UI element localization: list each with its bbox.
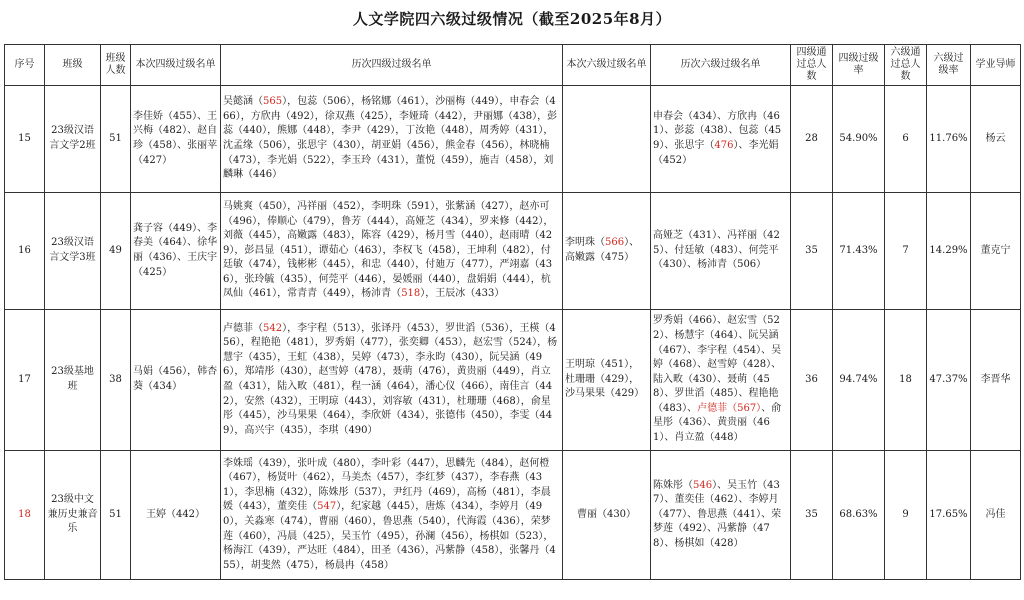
row-cet4-history <box>221 310 563 451</box>
row-cet6-this <box>563 86 651 193</box>
row-cet6-rate: 11.76% <box>927 86 971 193</box>
row-cet4-rate: 94.74% <box>833 310 885 451</box>
name-list-text: ）、高嫩露（475） <box>565 237 640 263</box>
row-cet4-total: 36 <box>791 310 833 451</box>
highlighted-score: 542 <box>263 322 283 334</box>
row-cet6-history <box>651 310 791 451</box>
name-list-text: 曹丽（430） <box>576 508 637 520</box>
row-cet6-rate: 47.37% <box>927 310 971 451</box>
row-class: 23级中文兼历史兼音乐 <box>45 451 101 580</box>
row-cet4-total: 35 <box>791 193 833 310</box>
row-class: 23级汉语言文学2班 <box>45 86 101 193</box>
row-cet6-this <box>563 310 651 451</box>
row-cet6-history <box>651 86 791 193</box>
header-cet4-this: 本次四级过级名单 <box>131 45 221 86</box>
name-list-text: 卢德菲（ <box>223 322 263 334</box>
row-cet4-history <box>221 451 563 580</box>
header-class: 班级 <box>45 45 101 86</box>
row-cet4-this: 马娟（456），韩杏葵（434） <box>131 310 221 451</box>
row-cet4-total: 28 <box>791 86 833 193</box>
name-list-text: 申春会（434）、方欣冉（461）、彭蕊（438）、包蕊（459）、张思宇（ <box>653 110 782 151</box>
name-list-text: 罗秀娟（466）、赵宏雪（522）、杨慧宇（464）、阮吴涵（467）、李宇程（454）、吴婷（468）、赵雪婷（428）、陆入畋（430）、聂萌（458）、罗世滔（485）、程艳艳（483）、 <box>653 315 782 414</box>
highlighted-score: 518 <box>401 288 421 300</box>
header-cet4-rate: 四级过级率 <box>833 45 885 86</box>
table-row <box>5 451 1021 580</box>
row-no: 17 <box>5 310 45 451</box>
highlighted-score: 546 <box>693 479 713 491</box>
row-mentor: 杨云 <box>971 86 1021 193</box>
highlighted-score: 566 <box>605 237 625 249</box>
table-row <box>5 193 1021 310</box>
row-cet4-rate: 54.90% <box>833 86 885 193</box>
name-list-text: ），纪家越（445），唐炼（434），李婷月（490），关淼寒（474），曹丽（460），鲁思燕（540），代海霞（436），荣梦莲（460），冯晨（425），吴玉竹（495），孙澜（456），杨棋如（523），杨海江（439），严达旺（484），田圣（436），冯紫静（458），张馨丹（455），胡斐然（475），杨晨冉（458） <box>223 501 556 571</box>
row-size: 51 <box>101 86 131 193</box>
highlighted-score: 565 <box>263 96 283 108</box>
header-mentor: 学业导师 <box>971 45 1021 86</box>
row-cet6-rate: 17.65% <box>927 451 971 580</box>
row-cet4-this: 龚子容（449）、李春美（464）、徐华丽（436）、王庆宇（425） <box>131 193 221 310</box>
row-cet6-total: 7 <box>885 193 927 310</box>
row-class: 23级基地班 <box>45 310 101 451</box>
header-cet6-history: 历次六级过级名单 <box>651 45 791 86</box>
name-list-text: 吴懿涵（ <box>223 96 263 108</box>
name-list-text: 李姝瑶（439），张叶成（480），李叶彩（447），思麟先（484），赵何橙（467），杨贤叶（462），马美杰（457），李红梦（437），李春燕（431），李思楠（432），陈姝彤（537），尹红丹（469），高杨（481），李晨媛（443），董奕佳（ <box>223 457 551 513</box>
name-list-text: ）、李光娟（452） <box>653 140 779 166</box>
row-size: 49 <box>101 193 131 310</box>
header-cet4-history: 历次四级过级名单 <box>221 45 563 86</box>
table-row <box>5 86 1021 193</box>
row-mentor: 李晋华 <box>971 310 1021 451</box>
name-list-text: ），王辰冰（433） <box>420 288 505 300</box>
row-cet4-history <box>221 193 563 310</box>
row-cet6-this <box>563 193 651 310</box>
row-size: 38 <box>101 310 131 451</box>
row-cet6-total: 9 <box>885 451 927 580</box>
row-cet4-rate: 68.63% <box>833 451 885 580</box>
row-cet6-this <box>563 451 651 580</box>
row-cet6-rate: 14.29% <box>927 193 971 310</box>
name-list-text: 、俞星彤（436）、黄贵丽（461）、肖立盈（448） <box>653 402 782 444</box>
row-no: 16 <box>5 193 45 310</box>
row-cet6-total: 18 <box>885 310 927 451</box>
cet-results-table <box>4 44 1021 580</box>
header-cet4-total: 四级通过总人数 <box>791 45 833 86</box>
row-cet4-history <box>221 86 563 193</box>
row-mentor: 冯佳 <box>971 451 1021 580</box>
name-list-text: 王明琼（451），杜珊珊（429），沙马果果（429） <box>565 359 645 400</box>
header-row <box>5 45 1021 86</box>
row-cet6-total: 6 <box>885 86 927 193</box>
header-no: 序号 <box>5 45 45 86</box>
highlighted-score: 476 <box>714 140 734 151</box>
row-class: 23级汉语言文学3班 <box>45 193 101 310</box>
header-class-size: 班级人数 <box>101 45 131 86</box>
name-list-text: ），李宇程（513），张译丹（453），罗世滔（536），王楧（456），程艳艳（481），罗秀娟（477），张奕卿（453），赵宏雪（524），杨慧宇（435），王虹（438），吴婷（473），李永昀（430），阮吴涵（496），郑靖彤（430），赵雪婷（478），聂萌（476），黄贵丽（449），肖立盈（431），陆入畋（481），程一涵（464），潘心仪（466），南佳言（442），安然（432），王明琼（443），刘容敏（431），杜珊珊（468），俞星彤（445），沙马果果（464），李欣妍（434），张德伟（450），李雯（449），高兴宇（435），李琪（490） <box>223 322 558 436</box>
header-cet6-this: 本次六级过级名单 <box>563 45 651 86</box>
row-size: 51 <box>101 451 131 580</box>
table-row <box>5 310 1021 451</box>
highlighted-score: 547 <box>317 501 337 513</box>
name-list-text: 陈姝彤（ <box>653 479 693 491</box>
name-list-text: 高娅芝（431）、冯祥丽（425）、付廷敏（483）、何莞平（430）、杨沛青（506） <box>653 230 780 271</box>
row-no: 18 <box>5 451 45 580</box>
row-no: 15 <box>5 86 45 193</box>
name-list-text: ），包蕊（506），杨铭娜（461），沙丽梅（449），申春会（466），方欣冉（492），徐双燕（425），李娅琦（442），尹丽娜（438），彭蕊（440），熊娜（448），李尹（429），丁汝艳（448），周秀婷（431），沈孟缘（506），张思宇（430），胡亚娟（456），熊金春（456），林晓楠（473），李光娟（522），李玉玲（431），董悦（459），施吉（458），刘麟琳（446） <box>223 96 558 181</box>
header-cet6-total: 六级通过总人数 <box>885 45 927 86</box>
name-list-text: ）、吴玉竹（437）、董奕佳（462）、李婷月（477）、鲁思燕（441）、荣梦莲（492）、冯紫静（478）、杨棋如（428） <box>653 479 782 549</box>
row-cet4-this: 李佳娇（455）、王兴梅（482）、赵自珍（458）、张丽苹（427） <box>131 86 221 193</box>
row-cet4-rate: 71.43% <box>833 193 885 310</box>
highlighted-score: 卢德菲（567） <box>697 402 762 414</box>
row-cet4-this: 王婷（442） <box>131 451 221 580</box>
name-list-text: 马姚爽（450），冯祥丽（452），李明珠（591），张紫涵（427），赵亦可（496），俸顺心（479），鲁芳（444），高娅芝（434），罗来修（442），刘薇（445），高嫩露（483），陈容（429），杨月雪（440），赵雨晴（429），彭昌显（451），谭茹心（463），李权飞（458），王坤利（482），付廷敏（474），钱彬彬（445），和忠（440），付廸万（477），严翊嘉（436），张玲毓（435），何莞平（446），晏媛丽（440），盘娟娟（444），杭凤仙（461），常青青（449），杨沛青（ <box>223 200 554 300</box>
row-mentor: 董克宁 <box>971 193 1021 310</box>
header-cet6-rate: 六级过级率 <box>927 45 971 86</box>
row-cet6-history <box>651 193 791 310</box>
page-title: 人文学院四六级过级情况（截至2025年8月） <box>352 10 672 28</box>
row-cet6-history <box>651 451 791 580</box>
row-cet4-total: 35 <box>791 451 833 580</box>
name-list-text: 李明珠（ <box>565 237 605 249</box>
